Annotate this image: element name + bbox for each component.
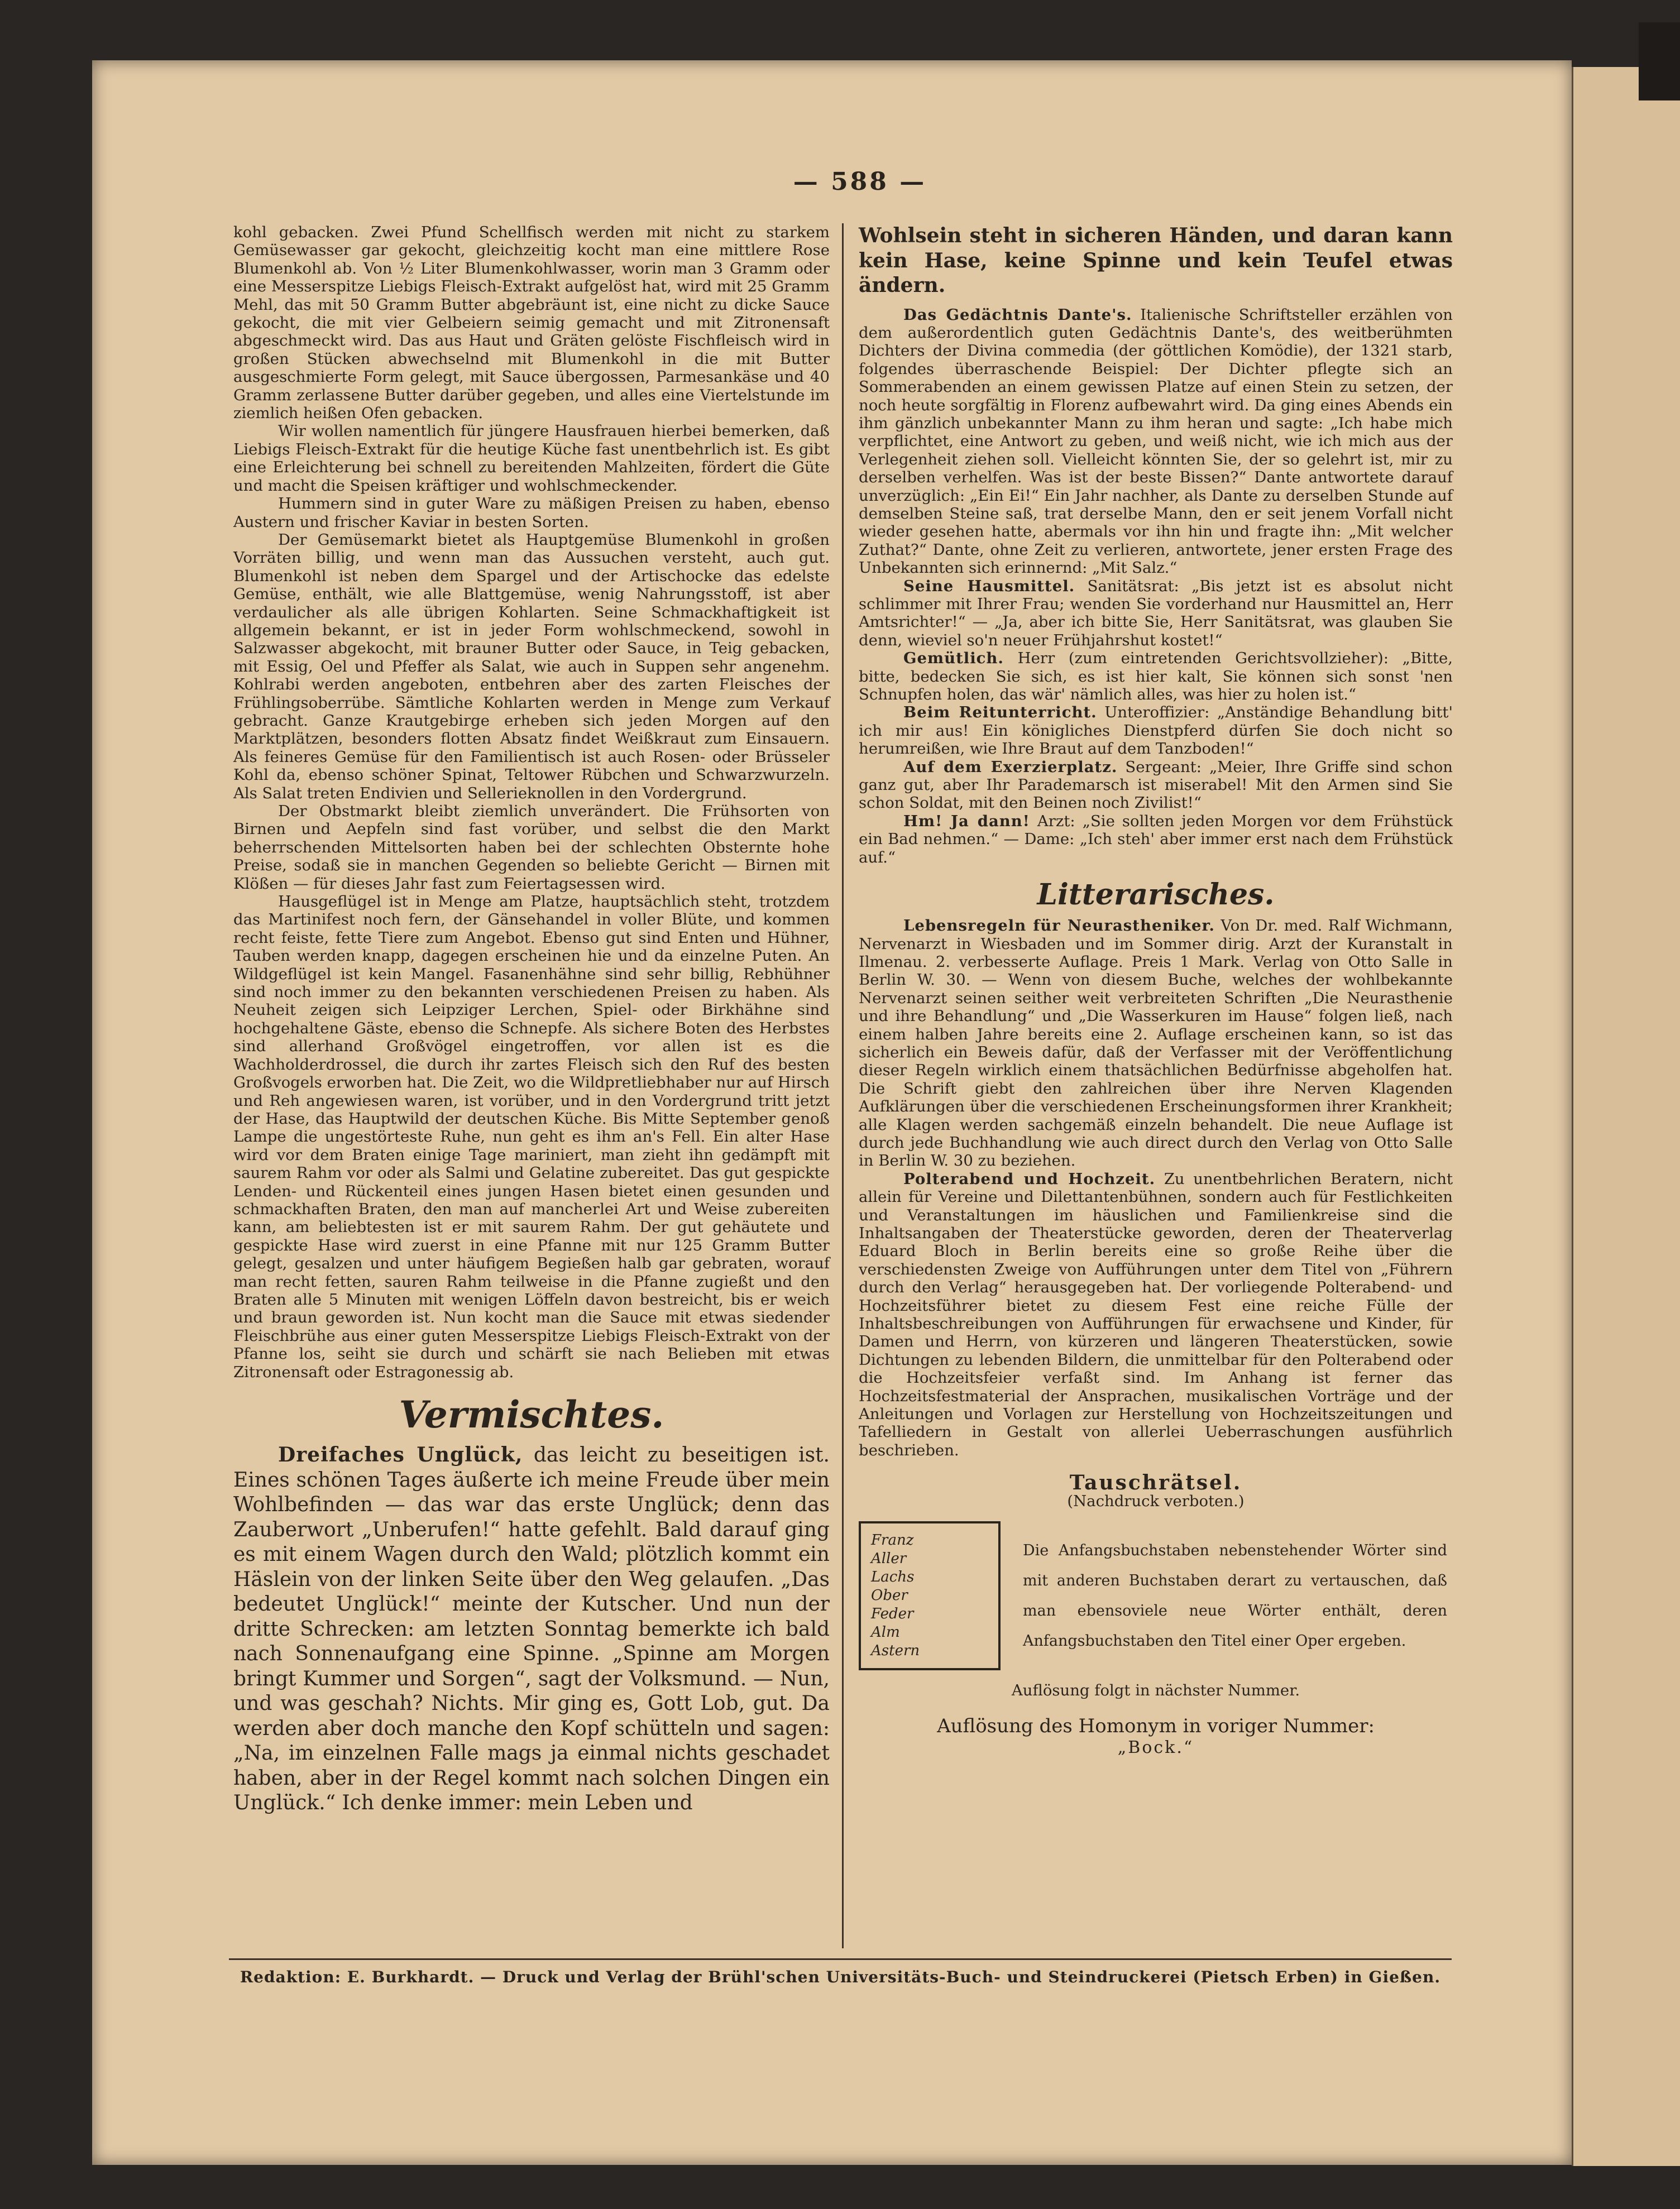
puzzle-solution-note: Auflösung folgt in nächster Nummer. — [1011, 1681, 1300, 1700]
anecdote — [859, 703, 1453, 758]
adjacent-page-edge — [1572, 67, 1680, 2166]
puzzle-note: (Nachdruck verboten.) — [1067, 1492, 1245, 1510]
paragraph: Hausgeflügel ist in Menge am Platze, hauptsächlich steht, trotzdem das Martinifest noch fern, der Gänsehandel in voller Blüte, und kommen recht feiste, fette Tiere zum Angebot. Ebenso gut sind Enten und Hühner, Tauben werden knapp, dagegen erscheinen hie und da einzelne Puten. An Wildgeflügel ist kein Mangel. Fasanenhähne sind sehr billig, Rebhühner sind noch immer zu den bekannten verschiedenen Preisen zu haben. Als Neuheit zeigen sich Leipziger Lerchen, Spiel- oder Birkhähne sind hochgehaltene Gäste, ebenso die Schnepfe. Als sichere Boten des Herbstes sind allerhand Großvögel eingetroffen, vor allen ist es die Wachholderdrossel, die durch ihr zartes Fleisch sich den Ruf des besten Großvogels erworben hat. Die Zeit, wo die Wildpretliebhaber nur auf Hirsch und Reh angewiesen waren, ist vorüber, und in den Vordergrund tritt jetzt der Hase, das Hauptwild der deutschen Küche. Bis Mitte September genoß Lampe die ungestörteste Ruhe, nun geht es ihm an's Fell. Ein alter Hase wird vor dem Braten einige Tage mariniert, man zieht ihn gedämpft mit saurem Rahm vor oder als Salmi und Gelatine zubereitet. Das gut gespickte Lenden- und Rückenteil eines jungen Hasen bietet einen gesunden und schmackhaften Braten, den man auf mancherlei Art und Weise zubereiten kann, am beliebtesten ist er mit saurem Rahm. Der gut gehäutete und gespickte Hase wird zuerst in eine Pfanne mit nur 125 Gramm Butter gelegt, gesalzen und unter häufigem Begießen halb gar gebraten, worauf man recht fetten, sauren Rahm teilweise in die Pfanne zugießt und den Braten alle 5 Minuten mit wenigen Löffeln davon bestreicht, bis er weich und braun geworden ist. Nun kocht man die Sauce mit etwas siedender Fleischbrühe aus einer guten Messerspitze Liebigs Fleisch-Extrakt von der Pfanne los, seiht sie durch und schärft sie nach Belieben mit etwas Zitronensaft oder Estragonessig ab. — [233, 893, 830, 1381]
review-text: Von Dr. med. Ralf Wichmann, Nervenarzt in Wiesbaden und im Sommer dirig. Arzt der Kuranstalt in Ilmenau. 2. verbesserte Auflage. Preis 1 Mark. Verlag von Otto Salle in Berlin W. 30. — Wenn von diesem Buche, welches der wohlbekannte Nervenarzt seinen seither weit verbreiteten Schriften „Die Neurasthenie und ihre Behandlung“ und „Die Wasserkuren im Hause“ folgen ließ, nach einem halben Jahre bereits eine 2. Auflage erscheinen kann, so ist das sicherlich ein Beweis dafür, daß der Verfasser mit der Veröffentlichung dieser Regeln wirklich einem thatsächlichen Bedürfnisse abgeholfen hat. Die Schrift giebt den zahlreichen über ihre Nerven Klagenden Aufklärungen über die verschiedenen Erscheinungsformen ihrer Krankheit; alle Klagen werden sachgemäß einzeln behandelt. Die neue Auflage ist durch jede Buchhandlung wie auch direct durch den Verlag von Otto Salle in Berlin W. 30 zu beziehen. — [859, 917, 1453, 1170]
anecdote-text: Unteroffizier: „Anständige Behandlung bitt' ich mir aus! Ein königliches Dienstpferd dürfen Sie doch nicht so herumreißen, wie Ihre Braut auf dem Tanzboden!“ — [859, 703, 1453, 758]
anecdote — [859, 758, 1453, 812]
puzzle-word: Alm — [871, 1624, 900, 1641]
anecdote — [859, 649, 1453, 703]
review — [859, 1170, 1453, 1460]
article-text: das leicht zu beseitigen ist. Eines schönen Tages äußerte ich meine Freude über mein Wohlbefinden — das war das erste Unglück; denn das Zauberwort „Unberufen!“ hatte gefehlt. Bald darauf ging es mit einem Wagen durch den Wald; plötzlich kommt ein Häslein von der linken Seite über den Weg gelaufen. „Das bedeutet Unglück!“ meinte der Kutscher. Und nun der dritte Schrecken: am letzten Sonntag bemerkte ich bald nach Sonnenaufgang eine Spinne. „Spinne am Morgen bringt Kummer und Sorgen“, sagt der Volksmund. — Nun, und was geschah? Nichts. Mir ging es, Gott Lob, gut. Da werden aber doch manche den Kopf schütteln und sagen: „Na, im einzelnen Falle mags ja einmal nichts geschadet haben, aber in der Regel kommt nach solchen Dingen ein Unglück.“ Ich denke immer: mein Leben und — [233, 1444, 830, 1814]
anecdote-text: Herr (zum eintretenden Gerichtsvollzieher): „Bitte, bitte, bedecken Sie sich, es ist hier kalt, Sie können sich sonst 'nen Schnupfen holen, das wär' nämlich alles, was hier zu holen ist.“ — [859, 649, 1453, 704]
puzzle-word-box — [859, 1521, 1001, 1670]
anecdote-lead: Auf dem Exerzierplatz. — [903, 758, 1118, 776]
anecdote-text: Sergeant: „Meier, Ihre Griffe sind schon ganz gut, aber Ihr Parademarsch ist miserabel! Mit den Armen sind Sie schon Soldat, mit den Beinen noch Zivilist!“ — [859, 758, 1453, 812]
review-text: Zu unentbehrlichen Beratern, nicht allein für Vereine und Dilettantenbühnen, sondern auch für Festlichkeiten und Veranstaltungen im häuslichen und Familienkreise sind die Inhaltsangaben der Theaterstücke geworden, deren der Theaterverlag Eduard Bloch in Berlin bereits eine so große Reihe über die verschiedensten Zweige von Aufführungen unter dem Titel von „Führern durch den Verlag“ herausgegeben hat. Der vorliegende Polterabend- und Hochzeitsführer bietet zu diesem Fest eine reiche Fülle der Inhaltsbeschreibungen von Aufführungen für erwachsene und Kinder, für Damen und Herrn, von kürzeren und längeren Theaterstücken, sowie Dichtungen zu lebenden Bildern, die unmittelbar für den Polterabend oder die Hochzeitsfeier verfaßt sind. Im Anhang ist ferner das Hochzeitsfestmaterial der Ansprachen, musikalischen Vorträge und der Anleitungen und Vorlagen zur Herstellung von Hochzeitszeitungen und Tafelliedern in Gestalt von allerlei Ueberraschungen ausführlich beschrieben. — [859, 1170, 1453, 1459]
misc-article — [233, 1443, 830, 1816]
section-title-vermischtes: Vermischtes. — [399, 1393, 664, 1436]
paragraph: Der Gemüsemarkt bietet als Hauptgemüse Blumenkohl in großen Vorräten billig, und wenn man das Aussuchen versteht, auch gut. Blumenkohl ist neben dem Spargel und der Artischocke das edelste Gemüse, enthält, wie alle Blattgemüse, wenig Nahrungsstoff, ist aber verdaulicher als alle übrigen Kohlarten. Seine Schmackhaftigkeit ist allgemein bekannt, er ist in jeder Form wohlschmeckend, sowohl in Salzwasser abgekocht, mit brauner Butter oder Sauce, in Teig gebacken, mit Essig, Oel und Pfeffer als Salat, wie auch in Suppen sehr angenehm. Kohlrabi werden angeboten, entbehren aber des zarten Fleisches der Frühlingsoberrübe. Sämtliche Kohlarten werden in Menge zum Verkauf gebracht. Ganze Krautgebirge erheben sich jeden Morgen auf den Marktplätzen, besonders flotten Absatz findet Weißkraut zum Einsauern. Als feineres Gemüse für den Familientisch ist auch Rosen- oder Brüsseler Kohl da, ebenso schöner Spinat, Teltower Rübchen und Schwarzwurzeln. Als Salat treten Endivien und Sellerieknollen in den Vordergrund. — [233, 530, 830, 802]
puzzle-word: Lachs — [871, 1569, 915, 1586]
homonym-title: Auflösung des Homonym in voriger Nummer: — [937, 1714, 1375, 1737]
puzzle-word: Franz — [871, 1532, 914, 1549]
puzzle-title: Tauschrätsel. — [1069, 1471, 1242, 1495]
scan-tab — [1639, 22, 1680, 100]
anecdote-text: Italienische Schriftsteller erzählen von dem außerordentlich guten Gedächtnis Dante's, des weitberühmten Dichters der Divina commedia (der göttlichen Komödie), der 1321 starb, folgendes überraschende Beispiel: Der Dichter pflegte sich an Sommerabenden an einem gewissen Platze auf einen Stein zu setzen, der noch heute sorgfältig in Florenz aufbewahrt wird. Da ging eines Abends ein ihm gänzlich unbekannter Mann zu ihm heran und sagte: „Ich habe mich verpflichtet, eine Antwort zu geben, und weiß nicht, wie ich mich aus der Verlegenheit ziehen soll. Vielleicht könnten Sie, der so gelehrt ist, mir zu derselben verhelfen. Was ist der beste Bissen?“ Dante antwortete darauf unverzüglich: „Ein Ei!“ Ein Jahr nachher, als Dante zu derselben Stunde auf demselben Steine saß, trat derselbe Mann, den er seit jenem Vorfall nicht wieder gesehen hatte, abermals vor ihn hin und fragte ihn: „Mit welcher Zuthat?“ Dante, ohne Zeit zu verlieren, antwortete, jener ersten Frage des Unbekannten sich erinnernd: „Mit Salz.“ — [859, 305, 1453, 577]
anecdote-lead: Hm! Ja dann! — [903, 812, 1030, 830]
imprint-footer: Redaktion: E. Burkhardt. — Druck und Verlag der Brühl'schen Universitäts-Buch- und Steindruckerei (Pietsch Erben) in Gießen. — [240, 1968, 1441, 1986]
right-column — [859, 223, 1453, 1757]
paragraph: kohl gebacken. Zwei Pfund Schellfisch werden mit nicht zu starkem Gemüsewasser gar gekocht, gleichzeitig kocht man eine mittlere Rose Blumenkohl ab. Von ½ Liter Blumenkohlwasser, worin man 3 Gramm oder eine Messerspitze Liebigs Fleisch-Extrakt aufgelöst hat, wird mit 25 Gramm Mehl, das mit 50 Gramm Butter abgebräunt ist, eine nicht zu dicke Sauce gekocht, die mit vier Gelbeiern seimig gemacht und mit Zitronensaft abgeschmeckt wird. Das aus Haut und Gräten gelöste Fischfleisch wird in großen Stücken abwechselnd mit Blumenkohl in die mit Butter ausgeschmierte Form gelegt, mit Sauce übergossen, Parmesankäse und 40 Gramm zerlassene Butter darüber gegeben, und alles eine Viertelstunde im ziemlich heißen Ofen gebacken. — [233, 223, 830, 423]
anecdote — [859, 577, 1453, 650]
left-column — [233, 223, 830, 1816]
puzzle-word: Feder — [871, 1606, 914, 1623]
section-title-litterarisches: Litterarisches. — [1037, 878, 1275, 912]
paragraph: Wir wollen namentlich für jüngere Hausfrauen hierbei bemerken, daß Liebigs Fleisch-Extrakt für die heutige Küche fast unentbehrlich ist. Es gibt eine Erleichterung bei schnell zu bereitenden Mahlzeiten, fördert die Güte und macht die Speisen kräftiger und wohlschmeckender. — [233, 422, 830, 495]
anecdote-text: Sanitätsrat: „Bis jetzt ist es absolut nicht schlimmer mit Ihrer Frau; wenden Sie vorderhand nur Hausmittel an, Herr Amtsrichter!“ — „Ja, aber ich bitte Sie, Herr Sanitätsrat, was glauben Sie denn, wieviel so'n neuer Frühjahrshut kostet!“ — [859, 577, 1453, 649]
page-number: — 588 — — [793, 167, 927, 196]
puzzle-instructions: Die Anfangsbuchstaben nebenstehender Wörter sind mit anderen Buchstaben derart zu vertauschen, daß man ebensoviele neue Wörter enthält, deren Anfangsbuchstaben den Titel einer Oper ergeben. — [1023, 1541, 1447, 1650]
review-lead: Polterabend und Hochzeit. — [903, 1170, 1156, 1188]
paragraph: Hummern sind in guter Ware zu mäßigen Preisen zu haben, ebenso Austern und frischer Kaviar in besten Sorten. — [233, 495, 830, 531]
paragraph: Der Obstmarkt bleibt ziemlich unverändert. Die Frühsorten von Birnen und Aepfeln sind fast vorüber, und selbst die den Markt beherrschenden Mittelsorten haben bei der schlechten Obsternte hohe Preise, sodaß sie in manchen Gegenden so beliebte Gericht — Birnen mit Klößen — für dieses Jahr fast zum Feiertagsessen wird. — [233, 802, 830, 893]
anecdote-lead: Das Gedächtnis Dante's. — [903, 305, 1132, 324]
puzzle-word: Aller — [871, 1550, 907, 1568]
puzzle-word: Astern — [871, 1642, 920, 1660]
column-divider — [842, 223, 844, 1948]
puzzle-word: Ober — [871, 1587, 908, 1604]
anecdote — [859, 306, 1453, 577]
homonym-answer: „Bock.“ — [1117, 1737, 1194, 1757]
review-lead: Lebensregeln für Neurastheniker. — [903, 917, 1215, 935]
anecdote-lead: Gemütlich. — [903, 649, 1004, 668]
article-lead: Dreifaches Unglück, — [278, 1443, 523, 1467]
continued-text: Wohlsein steht in sicheren Händen, und daran kann kein Hase, keine Spinne und kein Teufel etwas ändern. — [859, 224, 1453, 297]
anecdote-lead: Beim Reitunterricht. — [903, 703, 1097, 722]
footer-rule — [229, 1958, 1452, 1960]
anecdote-lead: Seine Hausmittel. — [903, 577, 1075, 595]
review — [859, 917, 1453, 1170]
anecdote — [859, 812, 1453, 866]
puzzle — [859, 1521, 1453, 1670]
anecdote-text: Arzt: „Sie sollten jeden Morgen vor dem Frühstück ein Bad nehmen.“ — Dame: „Ich steh' aber immer erst nach dem Frühstück auf.“ — [859, 812, 1453, 866]
